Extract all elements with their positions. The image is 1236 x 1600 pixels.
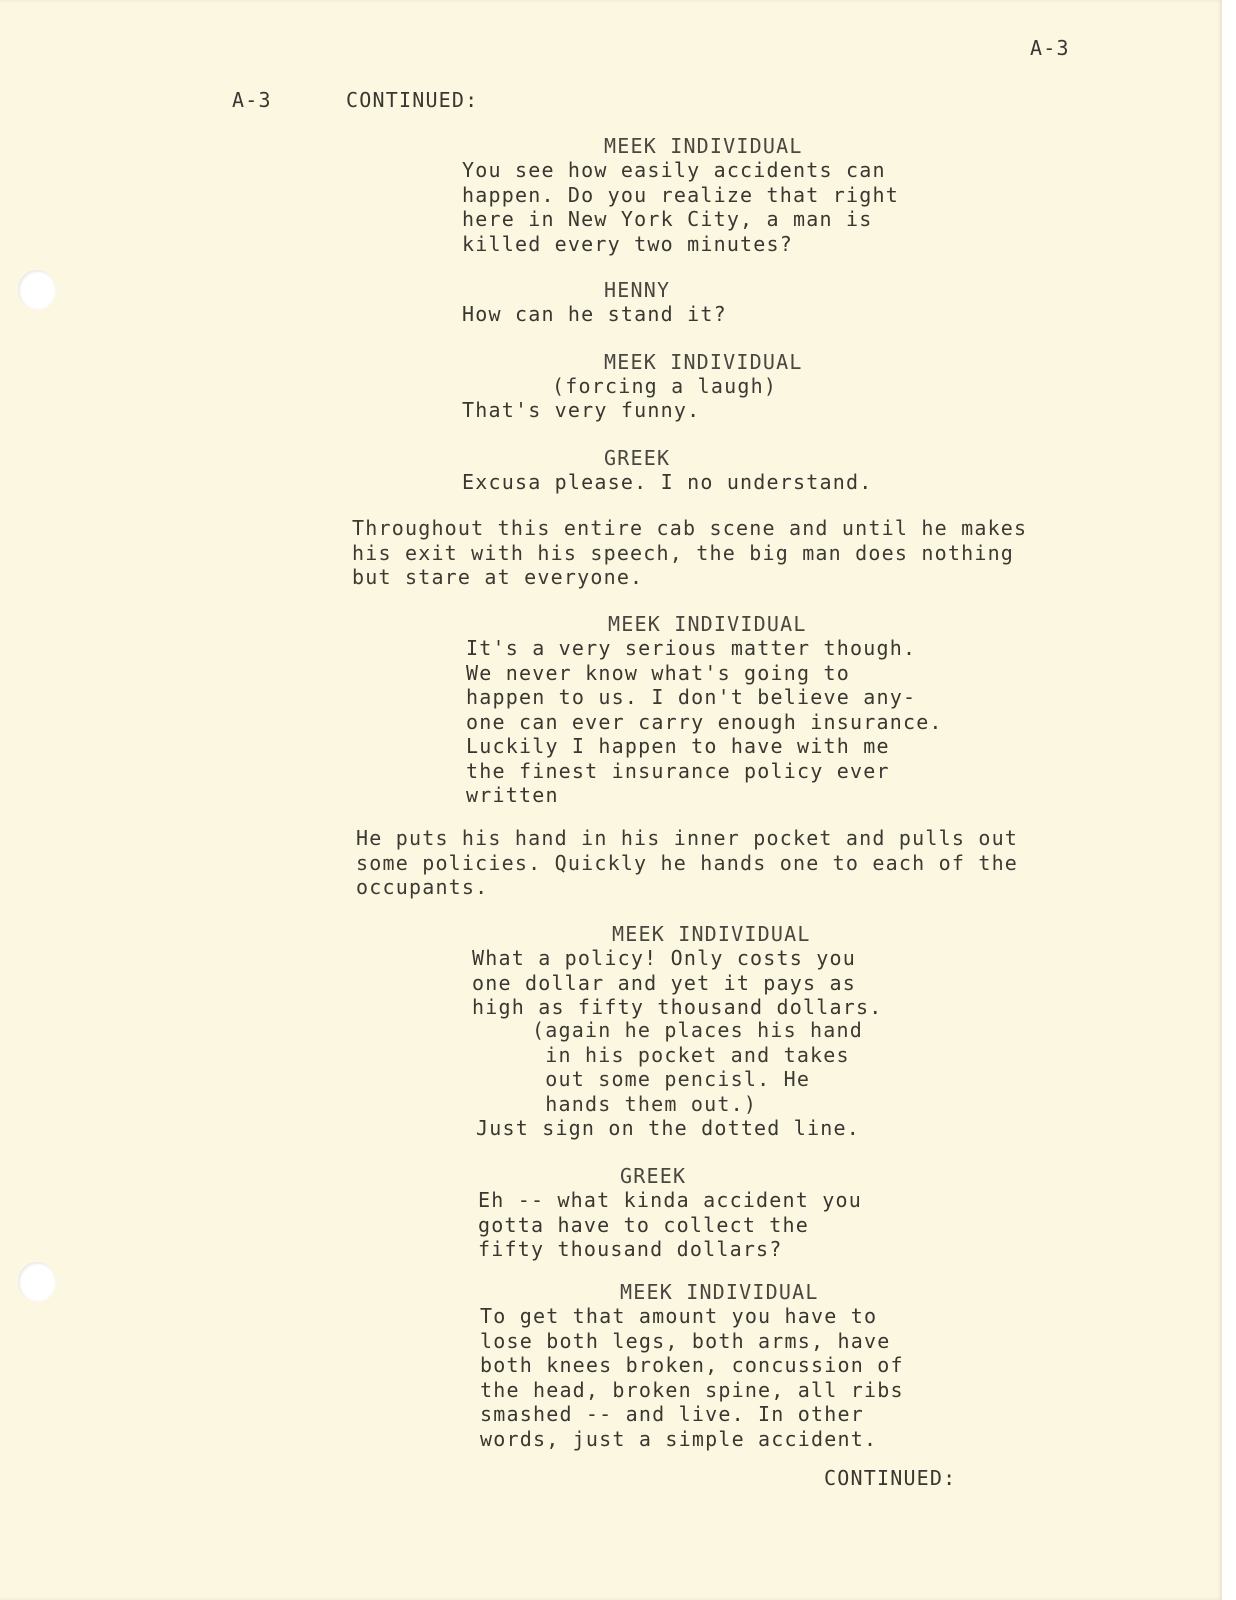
action-paragraph: Throughout this entire cab scene and until he makes his exit with his speech, the big man does nothing but stare at everyone. [352, 516, 1028, 589]
dialogue: That's very funny. [462, 398, 701, 422]
dialogue: You see how easily accidents can happen. Do you realize that right here in New York City, a man is killed every two minutes? [462, 158, 899, 256]
action-paragraph: He puts his hand in his inner pocket and pulls out some policies. Quickly he hands one to each of the occupants. [356, 826, 1019, 899]
parenthetical: (again he places his hand in his pocket and takes out some pencisl. He hands them out.) [532, 1018, 864, 1116]
dialogue: It's a very serious matter though. We never know what's going to happen to us. I don't believe any- one can ever carry enough insurance. Luckily I happen to have with me the finest insurance policy ever written [466, 636, 943, 807]
character-name: MEEK INDIVIDUAL [608, 612, 807, 636]
dialogue: To get that amount you have to lose both legs, both arms, have both knees broken, concussion of the head, broken spine, all ribs smashed -- and live. In other words, just a simple accident. [480, 1304, 904, 1451]
scene-number: A-3 [232, 88, 272, 112]
dialogue: What a policy! Only costs you one dollar and yet it pays as high as fifty thousand dollars. [472, 946, 883, 1019]
dialogue: Excusa please. I no understand. [462, 470, 873, 494]
character-name: HENNY [604, 278, 671, 302]
continued-footer: CONTINUED: [824, 1466, 957, 1490]
character-name: GREEK [604, 446, 671, 470]
character-name: MEEK INDIVIDUAL [604, 134, 803, 158]
page-number: A-3 [1030, 36, 1070, 60]
character-name: MEEK INDIVIDUAL [612, 922, 811, 946]
character-name: MEEK INDIVIDUAL [620, 1280, 819, 1304]
punch-hole-top [18, 270, 56, 310]
character-name: MEEK INDIVIDUAL [604, 350, 803, 374]
continued-header: CONTINUED: [346, 88, 479, 112]
dialogue: Eh -- what kinda accident you gotta have to collect the fifty thousand dollars? [478, 1188, 862, 1261]
punch-hole-bottom [18, 1262, 56, 1302]
page-edge [1222, 0, 1236, 1600]
dialogue: Just sign on the dotted line. [476, 1116, 860, 1140]
dialogue: How can he stand it? [462, 302, 727, 326]
character-name: GREEK [620, 1164, 687, 1188]
parenthetical: (forcing a laugh) [552, 374, 778, 398]
